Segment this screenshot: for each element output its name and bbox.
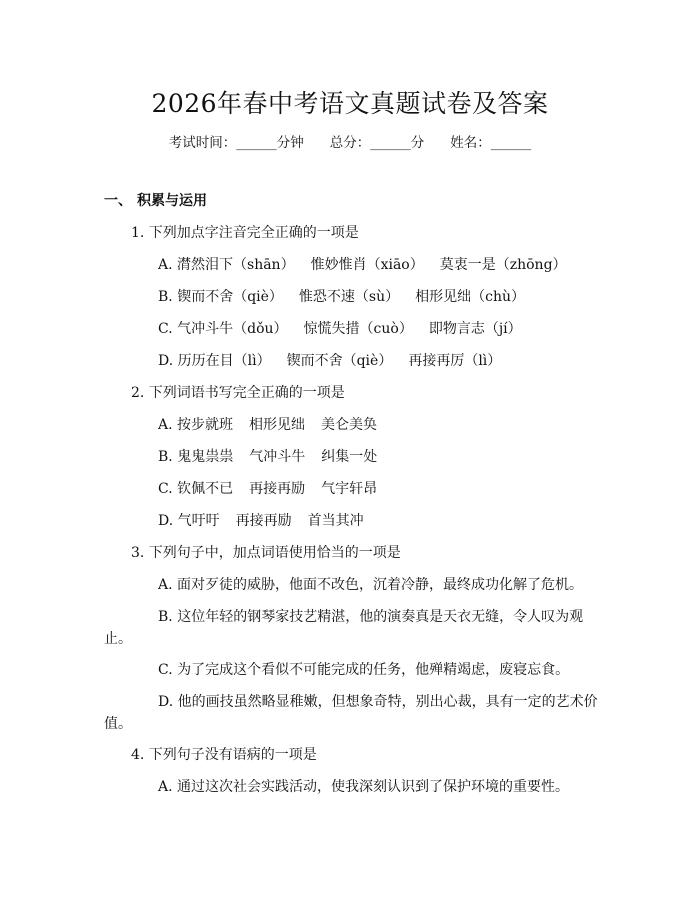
option-item: 再接再厉（lì） xyxy=(408,353,502,369)
option-item: A. 按步就班 xyxy=(158,417,234,433)
option-item: 相形见绌（chù） xyxy=(415,289,525,305)
question-2-option-c xyxy=(158,478,377,498)
option-item: 首当其冲 xyxy=(307,513,364,529)
option-item: 惟妙惟肖（xiāo） xyxy=(310,257,424,273)
question-3-option-c: C. 为了完成这个看似不可能完成的任务，他殚精竭虑，废寝忘食。 xyxy=(158,662,570,678)
option-item: 相形见绌 xyxy=(249,417,306,433)
option-item: B. 锲而不舍（qiè） xyxy=(158,289,283,305)
option-item: 美仑美奂 xyxy=(321,417,378,433)
question-1-option-a xyxy=(158,254,567,274)
question-3-option-b-continued: 止。 xyxy=(104,631,132,647)
total-score-field: 总分：______分 xyxy=(329,135,425,151)
section-heading xyxy=(104,190,207,210)
section-number: 一、 xyxy=(104,193,132,209)
question-4-option-a: A. 通过这次社会实践活动，使我深刻认识到了保护环境的重要性。 xyxy=(158,779,570,795)
option-item: C. 气冲斗牛（dǒu） xyxy=(158,321,288,337)
option-item: 再接再励 xyxy=(249,481,306,497)
question-3-option-b: B. 这位年轻的钢琴家技艺精湛，他的演奏真是天衣无缝，令人叹为观 xyxy=(158,609,584,625)
question-3-option-a: A. 面对歹徒的威胁，他面不改色，沉着冷静，最终成功化解了危机。 xyxy=(158,577,584,593)
option-item: D. 历历在目（lì） xyxy=(158,353,271,369)
student-name-field: 姓名：______ xyxy=(450,135,532,151)
question-1-stem: 1. 下列加点字注音完全正确的一项是 xyxy=(131,225,359,241)
question-2-stem: 2. 下列词语书写完全正确的一项是 xyxy=(131,385,345,401)
question-3-option-d: D. 他的画技虽然略显稚嫩，但想象奇特，别出心裁，具有一定的艺术价 xyxy=(158,694,598,710)
exam-meta xyxy=(0,131,700,151)
question-1-option-b xyxy=(158,286,525,306)
option-item: 锲而不舍（qiè） xyxy=(286,353,393,369)
question-3-stem: 3. 下列句子中，加点词语使用恰当的一项是 xyxy=(131,545,401,561)
question-2-option-d xyxy=(158,510,364,530)
option-item: 纠集一处 xyxy=(321,449,378,465)
option-item: 气宇轩昂 xyxy=(321,481,378,497)
option-item: C. 钦佩不已 xyxy=(158,481,234,497)
option-item: B. 鬼鬼祟祟 xyxy=(158,449,234,465)
option-item: 惟恐不速（sù） xyxy=(298,289,400,305)
option-item: 再接再励 xyxy=(235,513,292,529)
section-title: 积累与运用 xyxy=(137,193,207,209)
question-1-option-c xyxy=(158,318,522,338)
question-2-option-b xyxy=(158,446,377,466)
option-item: 惊慌失措（cuò） xyxy=(303,321,413,337)
option-item: 气冲斗牛 xyxy=(249,449,306,465)
option-item: 莫衷一是（zhōng） xyxy=(439,257,567,273)
question-4-stem: 4. 下列句子没有语病的一项是 xyxy=(131,747,317,763)
question-3-option-d-continued: 值。 xyxy=(104,716,132,732)
exam-time-field: 考试时间：______分钟 xyxy=(168,135,304,151)
option-item: A. 潸然泪下（shān） xyxy=(158,257,295,273)
question-2-option-a xyxy=(158,414,377,434)
option-item: 即物言志（jí） xyxy=(428,321,522,337)
question-1-option-d xyxy=(158,350,501,370)
option-item: D. 气吁吁 xyxy=(158,513,220,529)
exam-title: 2026年春中考语文真题试卷及答案 xyxy=(151,89,549,118)
